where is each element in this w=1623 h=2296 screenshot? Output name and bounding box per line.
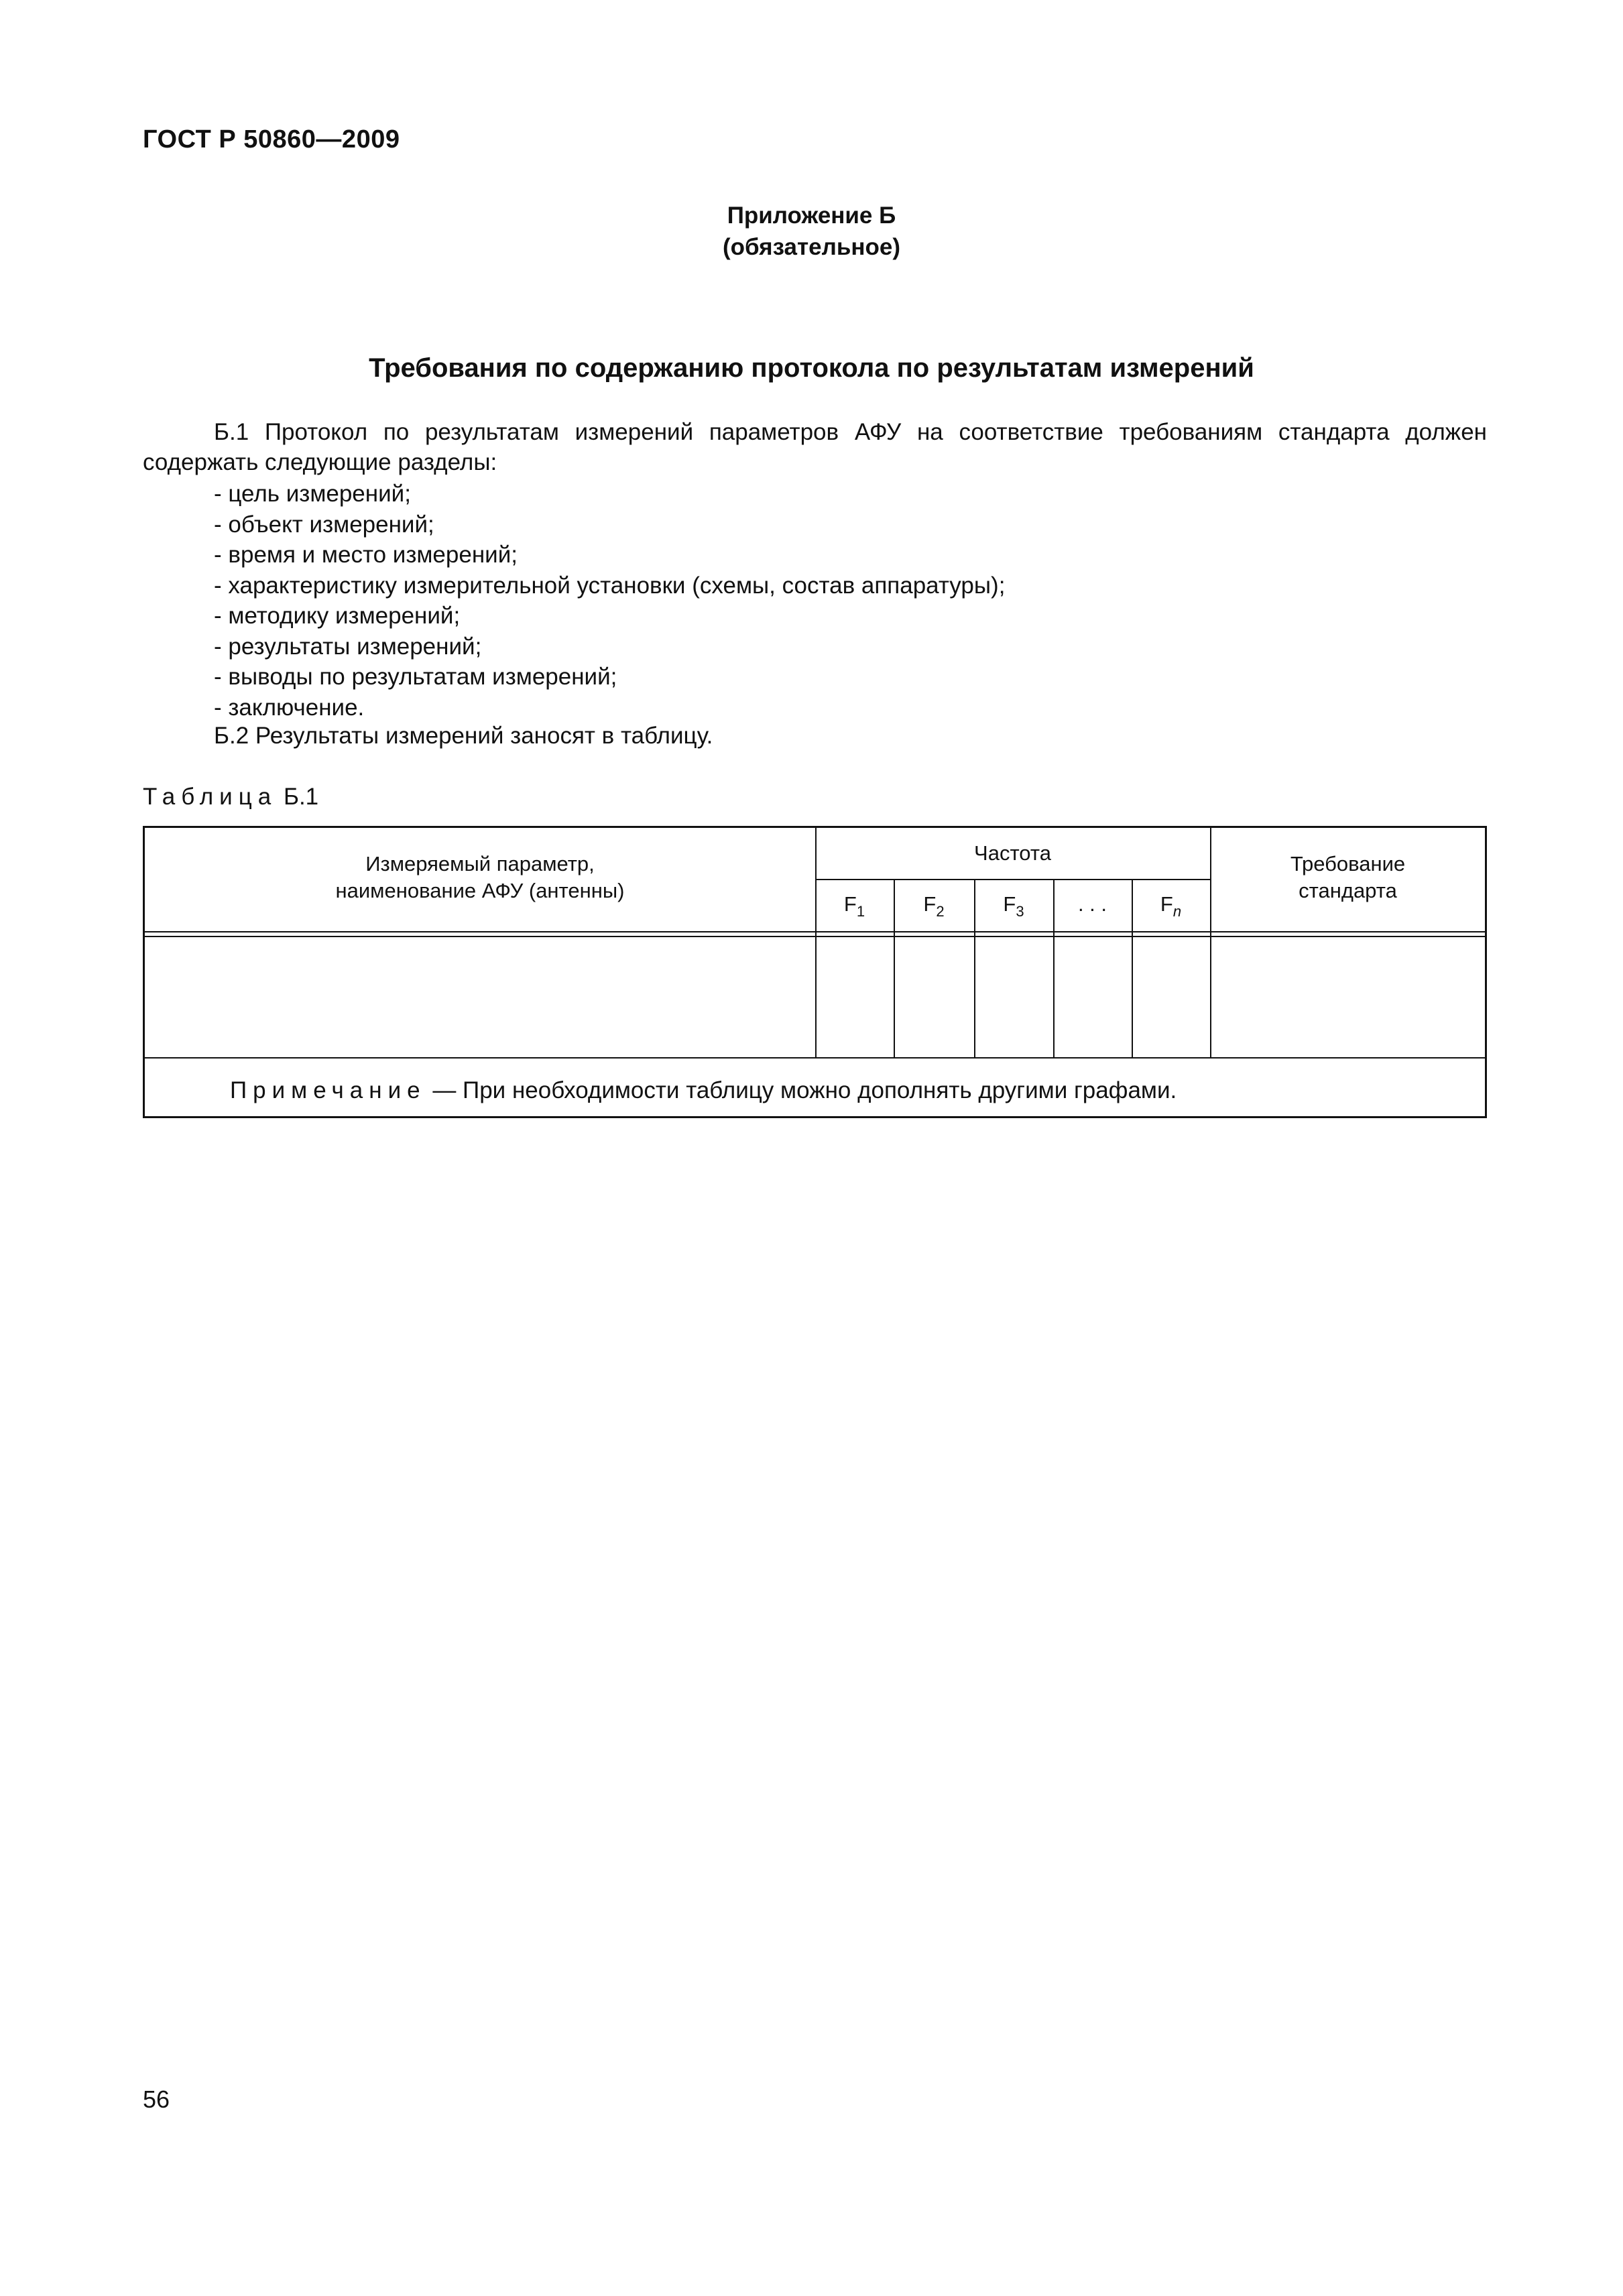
- list-item: - цель измерений;: [214, 481, 411, 507]
- list-item: - время и место измерений;: [214, 542, 518, 568]
- section-title: Требования по содержанию протокола по результатам измерений: [369, 353, 1254, 383]
- table-divider: [815, 879, 1210, 880]
- col-frequency-header: Частота: [974, 841, 1051, 865]
- col-requirement-header: Требование стандарта: [1290, 852, 1406, 902]
- table-divider: [145, 931, 1486, 932]
- measurement-table: [143, 826, 1487, 1118]
- table-divider: [145, 1057, 1486, 1059]
- freq-col-f2: $F_2$: [923, 892, 945, 920]
- table-caption-number: Б.1: [283, 784, 319, 810]
- freq-col-f1: $F_1$: [843, 892, 865, 920]
- paragraph-b2: Б.2 Результаты измерений заносят в таблицу.: [214, 723, 713, 749]
- freq-col-f3: $F_3$: [1003, 892, 1024, 920]
- table-caption: [143, 784, 318, 810]
- freq-col-fn: $F_n$: [1160, 892, 1182, 920]
- freq-col-ellipsis: . . .: [1077, 892, 1107, 916]
- table-note-text: — При необходимости таблицу можно дополнять другими графами.: [432, 1077, 1177, 1103]
- appendix-status: (обязательное): [722, 234, 900, 260]
- page-number: 56: [143, 2086, 170, 2113]
- paragraph-b1: Б.1 Протокол по результатам измерений параметров АФУ на соответствие требованиям стандарта должен содержать следующие разделы:: [143, 419, 1487, 475]
- appendix-name: Приложение Б: [727, 202, 896, 229]
- sections-list: [214, 479, 1005, 723]
- list-item: - объект измерений;: [214, 511, 434, 538]
- document-header: ГОСТ Р 50860—2009: [143, 125, 400, 154]
- table-note-label: Примечание: [230, 1077, 426, 1103]
- table-divider: [145, 936, 1486, 937]
- list-item: - характеристику измерительной установки (схемы, состав аппаратуры);: [214, 572, 1006, 599]
- table-note: [230, 1077, 1177, 1104]
- list-item: - заключение.: [214, 694, 365, 721]
- list-item: - результаты измерений;: [214, 633, 482, 660]
- col-param-header: Измеряемый параметр, наименование АФУ (антенны): [335, 852, 625, 902]
- table-caption-label: Таблица: [143, 784, 278, 810]
- list-item: - методику измерений;: [214, 603, 461, 629]
- list-item: - выводы по результатам измерений;: [214, 664, 617, 690]
